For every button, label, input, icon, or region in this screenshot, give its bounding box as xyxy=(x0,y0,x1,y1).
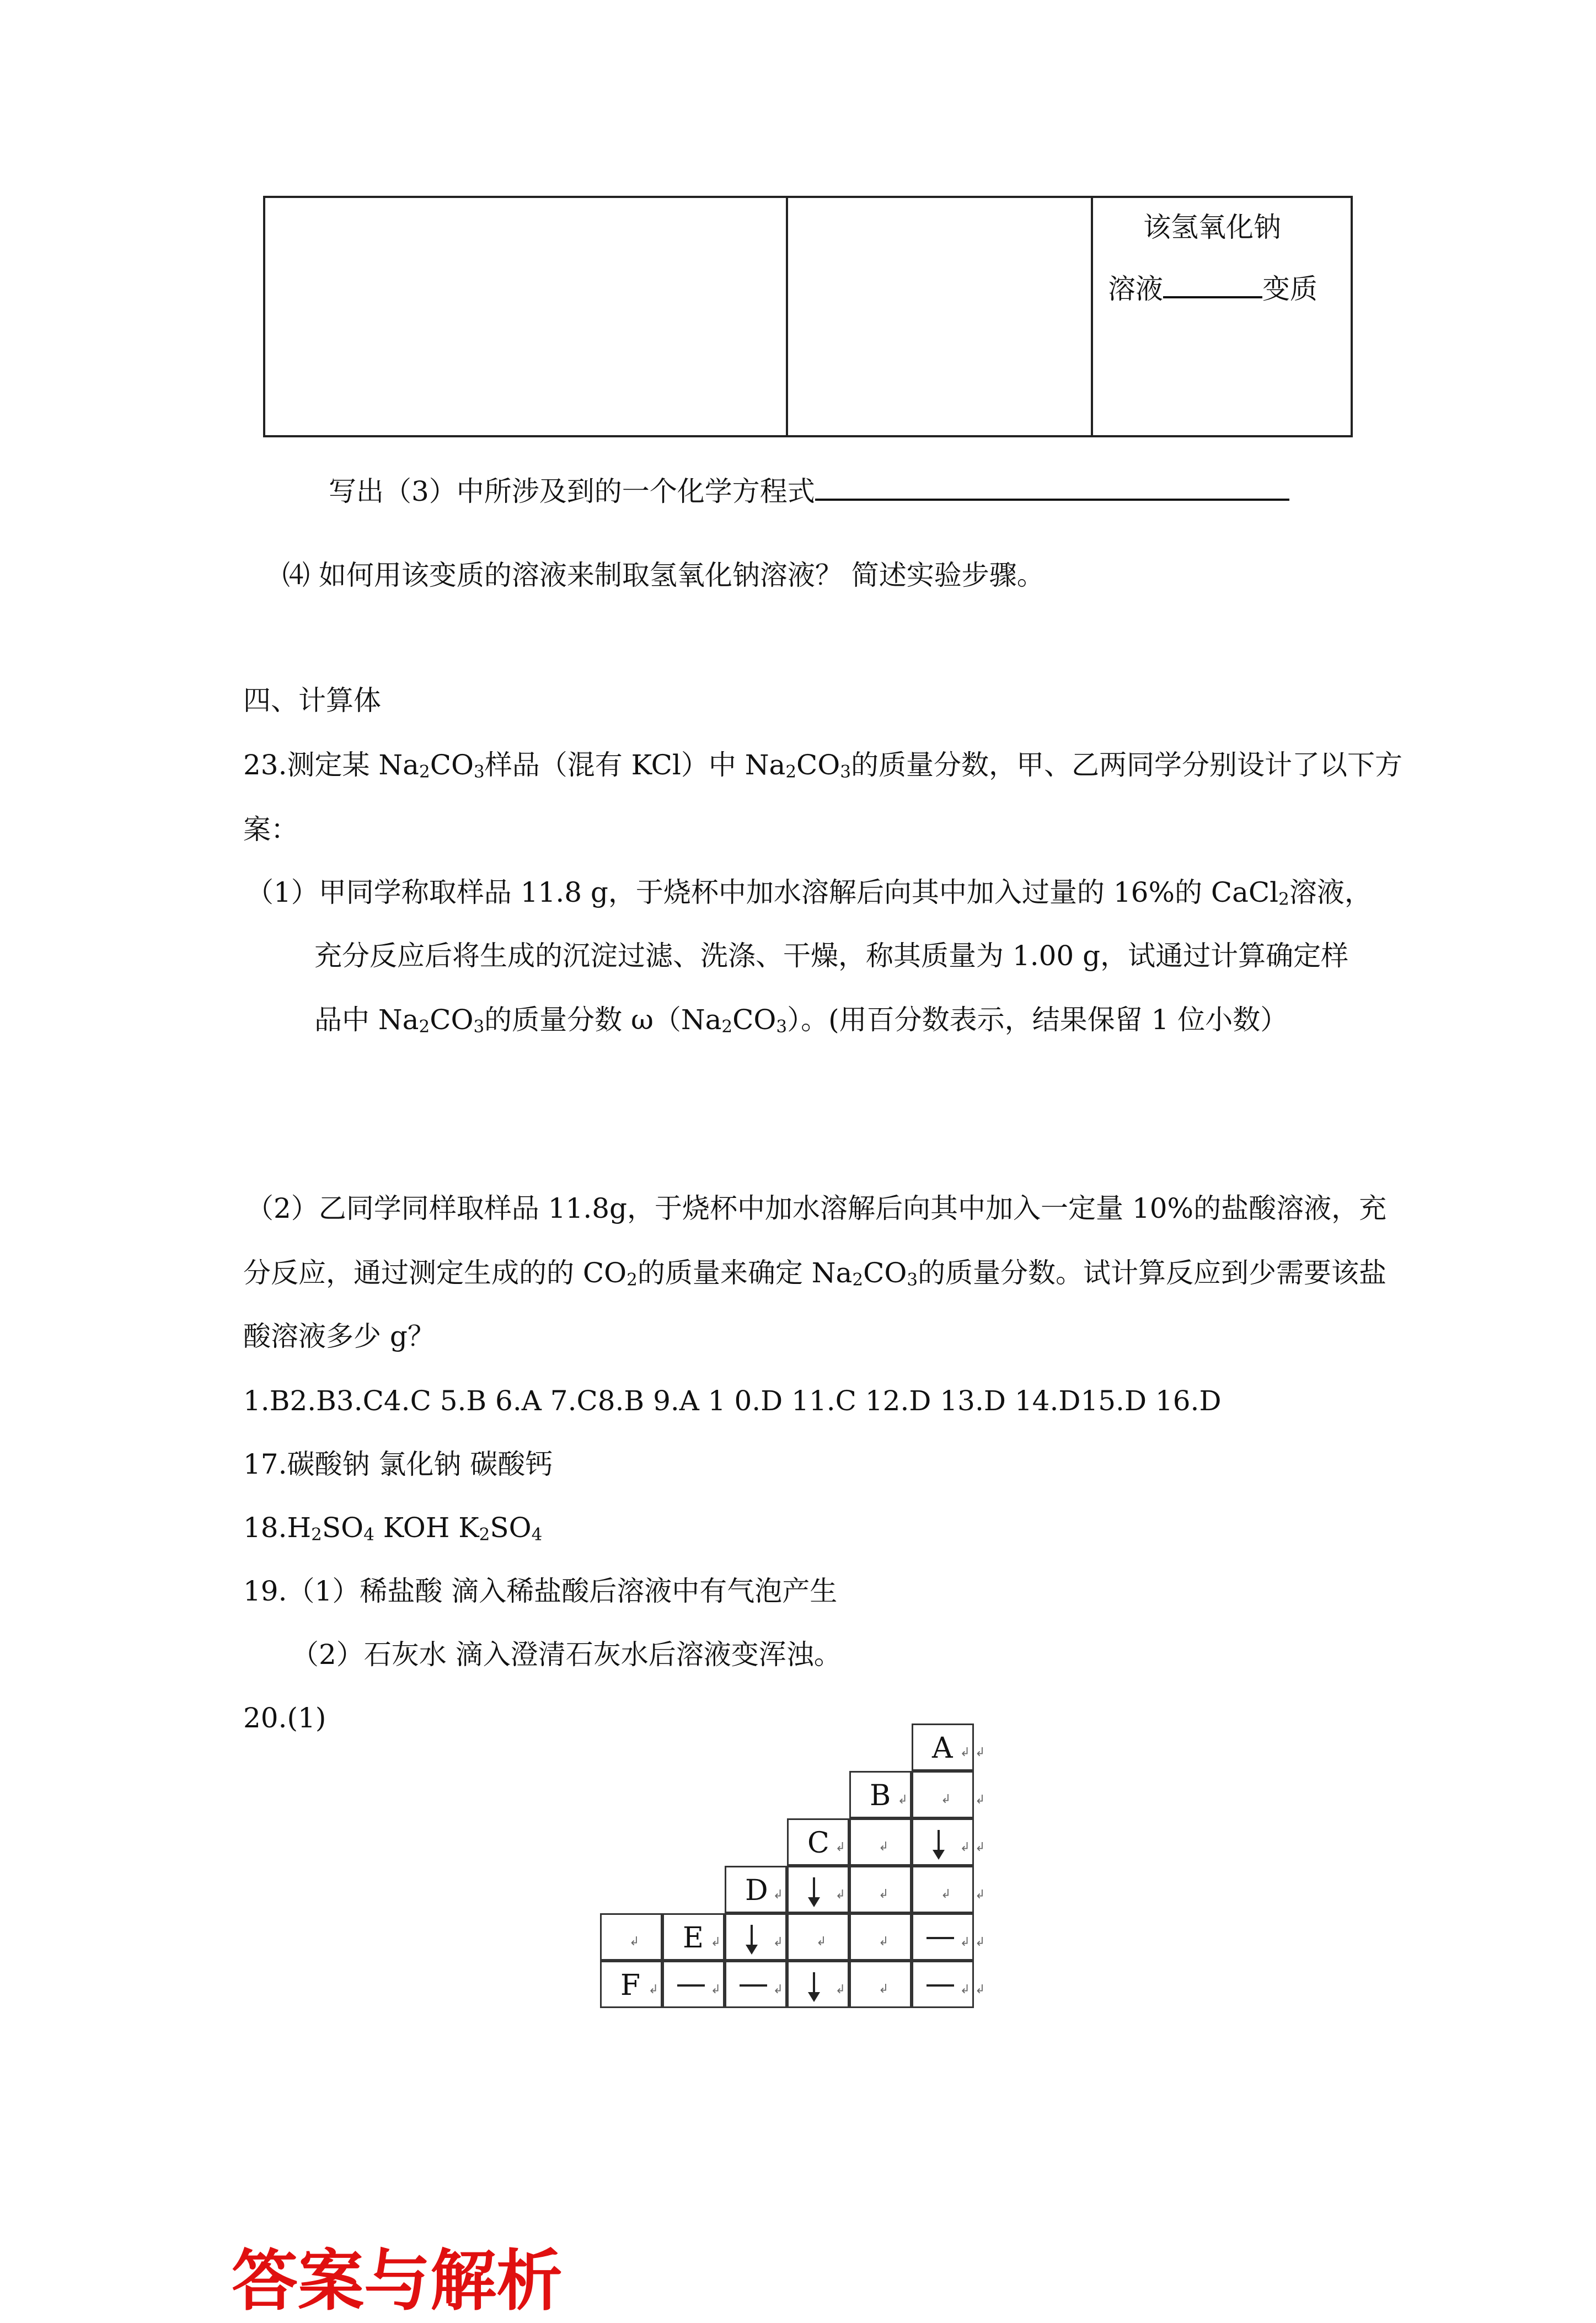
q23-part1-line3: 品中 $Na_2CO_3$的质量分数 $\omega(Na_2CO_3)$。(用百分数表示，结果保留 1 位小数） xyxy=(314,1004,1288,1037)
result-line-1: 该氢氧化钠 xyxy=(1143,211,1281,243)
q23-part2-line2: 分反应，通过测定生成的的 $CO_2$的质量来确定 $Na_2CO_3$的质量分数。试计算反应到少需要该盐 xyxy=(243,1257,1387,1290)
q23-part2-line1: （2）乙同学同样取样品 11.8g，于烧杯中加水溶解后向其中加入一定量 10%的盐酸溶液，充 xyxy=(246,1192,1387,1224)
cell-cf-precipitate: ↲ xyxy=(787,1961,849,2008)
precipitate-arrow-icon xyxy=(813,1972,815,1999)
q4-text: ⑷ 如何用该变质的溶液来制取氢氧化钠溶液？ 简述实验步骤。 xyxy=(282,559,1045,591)
answer-18: $18.H_2SO_4$ KOH $K_2SO_4$ xyxy=(243,1512,543,1545)
cell-label-b: B ↲ xyxy=(849,1771,912,1818)
equation-blank[interactable] xyxy=(815,499,1289,501)
row-end-mark: ↲ xyxy=(975,1888,986,1902)
cell-label-a: A ↲ xyxy=(912,1723,974,1771)
cell-ad: ↲ xyxy=(912,1866,974,1913)
cell-label-c: C ↲ xyxy=(787,1818,849,1866)
row-end-mark: ↲ xyxy=(975,1983,986,1997)
cell-label-f: F ↲ xyxy=(600,1961,662,2008)
no-change-dash-icon xyxy=(926,1984,954,1987)
no-change-dash-icon xyxy=(740,1984,767,1987)
q23-part2-line3: 酸溶液多少 g？ xyxy=(243,1320,435,1352)
cell-ab: ↲ xyxy=(912,1771,974,1818)
no-change-dash-icon xyxy=(677,1984,705,1987)
table-divider xyxy=(786,198,788,435)
cell-df-no-change: ↲ xyxy=(725,1961,787,2008)
cell-bc: ↲ xyxy=(849,1818,912,1866)
cell-bf: ↲ xyxy=(849,1961,912,2008)
reaction-matrix xyxy=(600,1723,986,2008)
answer-blank[interactable] xyxy=(1163,296,1262,298)
experiment-table xyxy=(263,196,1353,437)
cell-de-precipitate: ↲ xyxy=(725,1913,787,1961)
result-line-2: 溶液 变质 xyxy=(1108,273,1317,305)
cell-cd-precipitate: ↲ xyxy=(787,1866,849,1913)
cell-empty: ↲ xyxy=(600,1913,662,1961)
answer-section-title: 答案与解析 xyxy=(232,2243,563,2320)
precipitate-arrow-icon xyxy=(813,1877,815,1904)
cell-ef-no-change: ↲ xyxy=(662,1961,725,2008)
row-end-mark: ↲ xyxy=(975,1840,986,1854)
answer-19-2: （2）石灰水 滴入澄清石灰水后溶液变浑浊。 xyxy=(291,1639,842,1671)
cell-label-d: D ↲ xyxy=(725,1866,787,1913)
cell-ce: ↲ xyxy=(787,1913,849,1961)
q23-part1-line1: （1）甲同学称取样品 11.8 g，于烧杯中加水溶解后向其中加入过量的 16%的 CaCl$_2$溶液， xyxy=(246,876,1372,909)
cell-af-no-change: ↲ xyxy=(912,1961,974,2008)
section-heading: 四、计算体 xyxy=(243,684,381,716)
answer-20: 20.(1) xyxy=(243,1702,326,1734)
answers-mc: 1.B2.B3.C4.C 5.B 6.A 7.C8.B 9.A 1 0.D 11.C 12.D 13.D 14.D15.D 16.D xyxy=(243,1385,1222,1417)
cell-bd: ↲ xyxy=(849,1866,912,1913)
q3-equation-prompt: 写出（3）中所涉及到的一个化学方程式 xyxy=(329,478,1289,505)
no-change-dash-icon xyxy=(926,1937,954,1939)
q23-intro: 23.测定某 $Na_2CO_3$样品（混有 KCl）中 $Na_2CO_3$的质量分数，甲、乙两同学分别设计了以下方 xyxy=(243,749,1403,782)
answer-19-1: 19.（1）稀盐酸 滴入稀盐酸后溶液中有气泡产生 xyxy=(243,1575,838,1607)
row-end-mark: ↲ xyxy=(975,1793,986,1807)
answer-17: 17.碳酸钠 氯化钠 碳酸钙 xyxy=(243,1448,553,1480)
q23-part1-line2: 充分反应后将生成的沉淀过滤、洗涤、干燥，称其质量为 1.00 g，试通过计算确定样 xyxy=(314,940,1349,972)
table-divider xyxy=(1091,198,1093,435)
cell-be: ↲ xyxy=(849,1913,912,1961)
cell-ac-precipitate: ↲ xyxy=(912,1818,974,1866)
precipitate-arrow-icon xyxy=(751,1925,753,1951)
row-end-mark: ↲ xyxy=(975,1746,986,1759)
q23-intro-cont: 案： xyxy=(243,813,298,845)
cell-ae-no-change: ↲ xyxy=(912,1913,974,1961)
row-end-mark: ↲ xyxy=(975,1935,986,1949)
cell-label-e: E ↲ xyxy=(662,1913,725,1961)
precipitate-arrow-icon xyxy=(938,1830,940,1856)
